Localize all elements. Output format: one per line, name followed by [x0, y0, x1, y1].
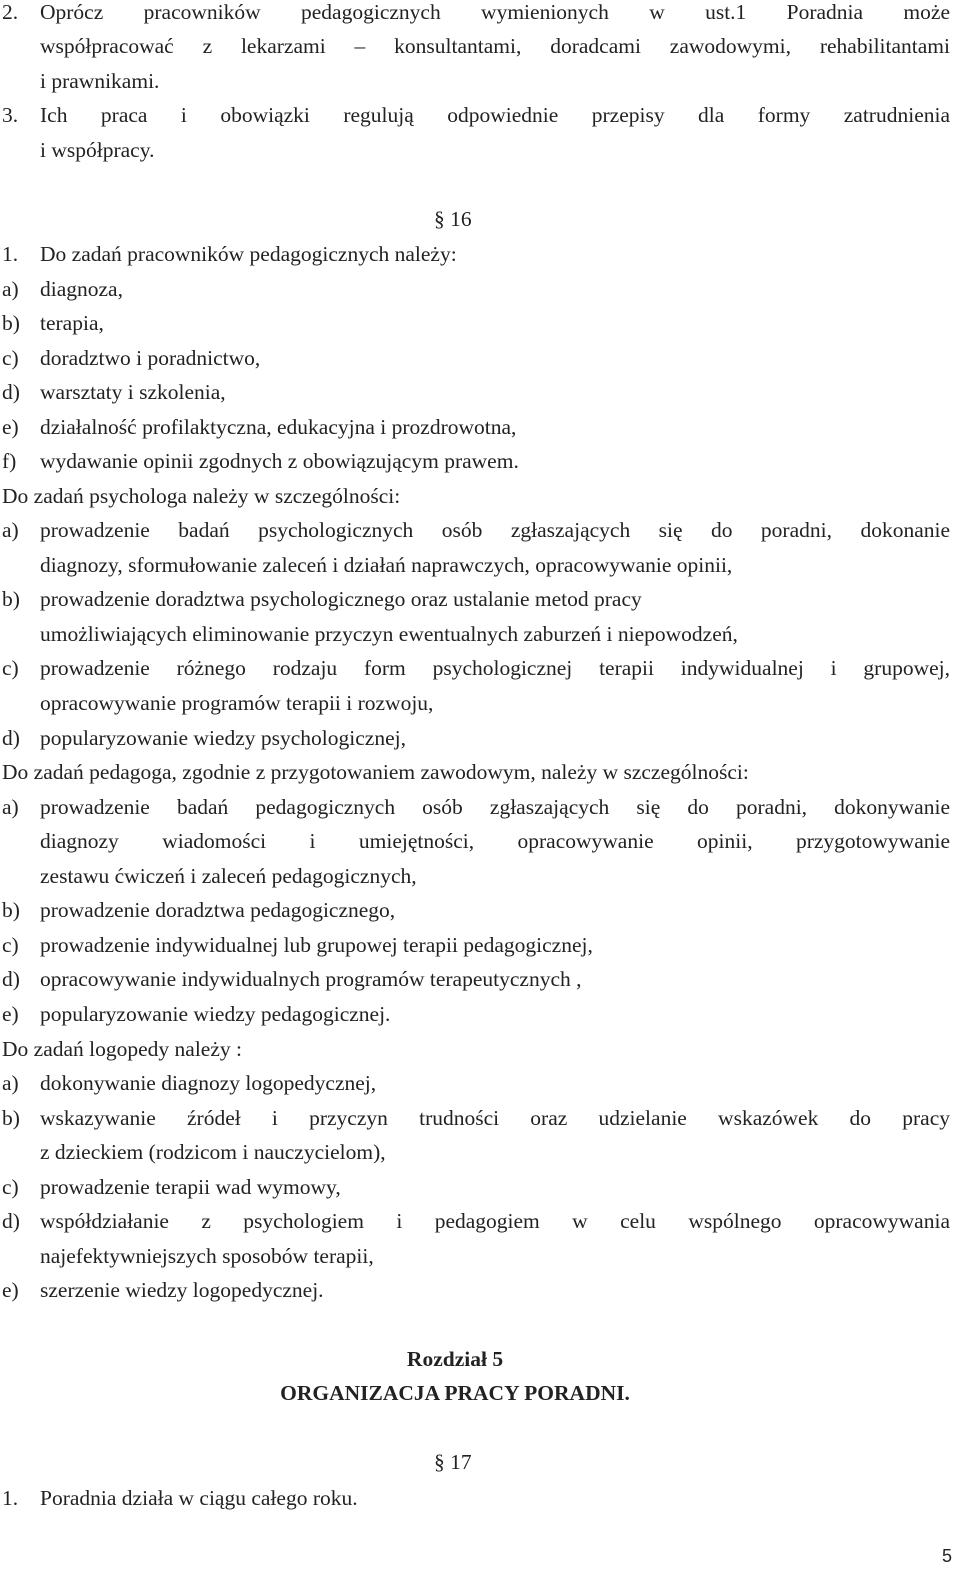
chapter-subtitle: ORGANIZACJA PRACY PORADNI.	[280, 1381, 630, 1405]
list-marker: b)	[2, 1106, 20, 1130]
list-marker: d)	[2, 726, 20, 750]
list-marker: c)	[2, 933, 19, 957]
list-text: wydawanie opinii zgodnych z obowiązującym prawem.	[40, 449, 519, 473]
list-text: doradztwo i poradnictwo,	[40, 346, 261, 370]
list-text: warsztaty i szkolenia,	[40, 380, 226, 404]
list-text: prowadzenie doradztwa psychologicznego oraz ustalanie metod pracy	[40, 587, 642, 611]
list-text: prowadzenie badań pedagogicznych osób zgłaszających się do poradni, dokonywanie	[40, 795, 950, 819]
paragraph-16-heading: § 16	[434, 207, 472, 231]
list-item-continuation: opracowywanie programów terapii i rozwoju,	[40, 691, 434, 715]
list-text: prowadzenie różnego rodzaju form psychologicznej terapii indywidualnej i grupowej,	[40, 656, 950, 680]
item-text: Oprócz pracowników pedagogicznych wymienionych w ust.1 Poradnia może	[40, 0, 950, 24]
list-marker: a)	[2, 518, 19, 542]
item-2-line-2: współpracować z lekarzami – konsultantami, doradcami zawodowymi, rehabilitantami	[40, 34, 950, 58]
list-text: wskazywanie źródeł i przyczyn trudności oraz udzielanie wskazówek do pracy	[40, 1106, 950, 1130]
list-item-continuation: umożliwiających eliminowanie przyczyn ewentualnych zaburzeń i niepowodzeń,	[40, 622, 738, 646]
list-text: dokonywanie diagnozy logopedycznej,	[40, 1071, 377, 1095]
pedagogue-heading: Do zadań pedagoga, zgodnie z przygotowaniem zawodowym, należy w szczególności:	[2, 760, 749, 784]
list-text: prowadzenie doradztwa pedagogicznego,	[40, 898, 396, 922]
list-text: prowadzenie badań psychologicznych osób zgłaszających się do poradni, dokonanie	[40, 518, 950, 542]
list-marker: c)	[2, 1175, 19, 1199]
item-3-line-2: i współpracy.	[40, 138, 155, 162]
list-item-continuation: diagnozy, sformułowanie zaleceń i działań naprawczych, opracowywanie opinii,	[40, 553, 733, 577]
list-text: prowadzenie terapii wad wymowy,	[40, 1175, 341, 1199]
list-item-continuation: zestawu ćwiczeń i zaleceń pedagogicznych,	[40, 864, 417, 888]
list-marker: f)	[2, 449, 17, 473]
list-marker: b)	[2, 898, 20, 922]
list-text: działalność profilaktyczna, edukacyjna i prozdrowotna,	[40, 415, 517, 439]
list-marker: d)	[2, 1209, 20, 1233]
list-item-continuation: z dzieckiem (rodzicom i nauczycielom),	[40, 1140, 386, 1164]
list-marker: d)	[2, 967, 20, 991]
psychologist-heading: Do zadań psychologa należy w szczególności:	[2, 484, 401, 508]
list-text: opracowywanie indywidualnych programów terapeutycznych ,	[40, 967, 582, 991]
item-number: 3.	[2, 103, 19, 127]
item-text: Ich praca i obowiązki regulują odpowiednie przepisy dla formy zatrudnienia	[40, 103, 950, 127]
page-number: 5	[941, 1546, 952, 1566]
list-marker: b)	[2, 587, 20, 611]
list-marker: a)	[2, 1071, 19, 1095]
list-marker: e)	[2, 415, 19, 439]
list-text: popularyzowanie wiedzy psychologicznej,	[40, 726, 406, 750]
item-text: Do zadań pracowników pedagogicznych należy:	[40, 242, 457, 266]
list-text: diagnoza,	[40, 277, 123, 301]
list-text: szerzenie wiedzy logopedycznej.	[40, 1278, 324, 1302]
item-number: 1.	[2, 242, 19, 266]
item-text: Poradnia działa w ciągu całego roku.	[40, 1486, 358, 1510]
list-text: popularyzowanie wiedzy pedagogicznej.	[40, 1002, 391, 1026]
chapter-title: Rozdział 5	[406, 1347, 504, 1371]
list-text: prowadzenie indywidualnej lub grupowej terapii pedagogicznej,	[40, 933, 593, 957]
list-marker: d)	[2, 380, 20, 404]
list-marker: c)	[2, 346, 19, 370]
list-marker: a)	[2, 277, 19, 301]
list-marker: e)	[2, 1278, 19, 1302]
list-item-continuation: diagnozy wiadomości i umiejętności, opracowywanie opinii, przygotowywanie	[40, 829, 950, 853]
item-number: 2.	[2, 0, 19, 24]
list-marker: e)	[2, 1002, 19, 1026]
speech-therapist-heading: Do zadań logopedy należy :	[2, 1037, 242, 1061]
list-marker: a)	[2, 795, 19, 819]
item-2-line-3: i prawnikami.	[40, 69, 160, 93]
item-number: 1.	[2, 1486, 19, 1510]
list-item-continuation: najefektywniejszych sposobów terapii,	[40, 1244, 374, 1268]
list-text: terapia,	[40, 311, 104, 335]
list-marker: b)	[2, 311, 20, 335]
list-marker: c)	[2, 656, 19, 680]
list-text: współdziałanie z psychologiem i pedagogiem w celu wspólnego opracowywania	[40, 1209, 950, 1233]
paragraph-17-heading: § 17	[434, 1450, 472, 1474]
